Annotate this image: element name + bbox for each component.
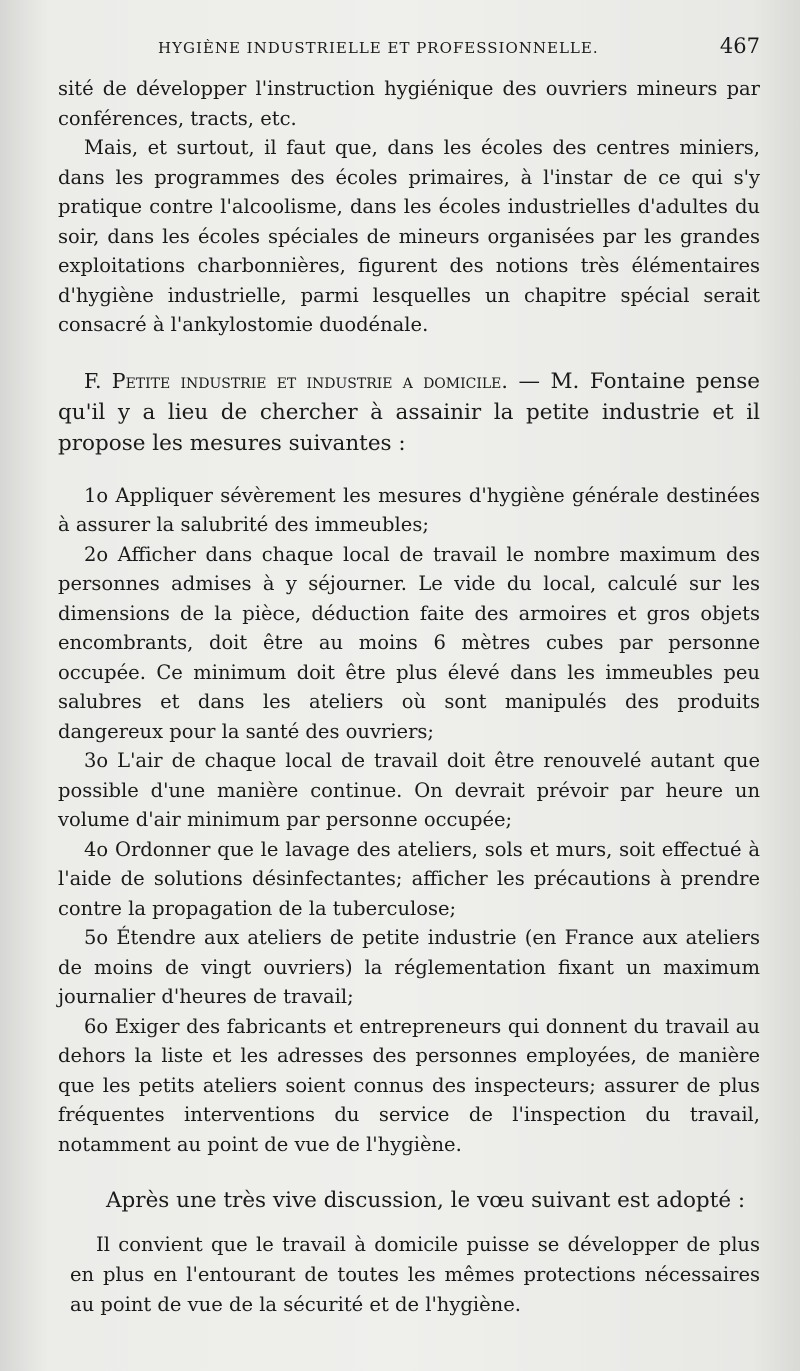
adoption-statement: Après une très vive discussion, le vœu suivant est adopté : (106, 1188, 746, 1213)
page-header (158, 34, 760, 74)
list-item: 1o Appliquer sévèrement les mesures d'hygiène générale destinées à assurer la salubrité des immeubles; (58, 483, 760, 536)
resolution-text: Il convient que le travail à domicile puisse se développer de plus en plus en l'entourant de toutes les mêmes protections nécessaires au point de vue de la sécurité et de l'hygiène. (70, 1233, 760, 1316)
list-item: 4o Ordonner que le lavage des ateliers, sols et murs, soit effectué à l'aide de solutions désinfectantes; afficher les précautions à prendre contre la propagation de la tuberculose; (58, 837, 760, 920)
list-item: 6o Exiger des fabricants et entrepreneurs qui donnent du travail au dehors la liste et les adresses des personnes employées, de manière que les petits ateliers soient connus des inspecteurs; assurer de plus fréquentes interventions du service de l'inspection du travail, notamment au point de vue de l'hygiène. (58, 1014, 760, 1156)
running-title: HYGIÈNE INDUSTRIELLE ET PROFESSIONNELLE. (158, 39, 599, 57)
paragraph-continuation: sité de développer l'instruction hygiénique des ouvriers mineurs par conférences, tracts, etc. (58, 77, 760, 130)
list-item: 3o L'air de chaque local de travail doit être renouvelé autant que possible d'une manière continue. On devrait prévoir par heure un volume d'air minimum par personne occupée; (58, 749, 760, 831)
page-content (58, 34, 760, 1320)
list-item: 2o Afficher dans chaque local de travail le nombre maximum des personnes admises à y séjourner. Le vide du local, calculé sur les dimensions de la pièce, déduction faite des armoires et gros objets encombrants, doit être au moins 6 mètres cubes par personne occupée. Ce minimum doit être plus élevé dans les immeubles peu salubres et dans les ateliers où sont manipulés des produits dangereux pour la santé des ouvriers; (58, 542, 760, 743)
page-number: 467 (719, 34, 760, 58)
list-item: 5o Étendre aux ateliers de petite industrie (en France aux ateliers de moins de vingt ouvriers) la réglementation fixant un maximum journalier d'heures de travail; (58, 926, 760, 1008)
paragraph-schools: Mais, et surtout, il faut que, dans les écoles des centres miniers, dans les programmes des écoles primaires, à l'instar de ce qui s'y pratique contre l'alcoolisme, dans les écoles industrielles d'adultes du soir, dans les écoles spéciales de mineurs organisées par les grandes exploitations charbonnières, figurent des notions très élémentaires d'hygiène industrielle, parmi lesquelles un chapitre spécial serait consacré à l'ankylostomie duodénale. (58, 136, 760, 336)
measures-list (58, 481, 760, 1160)
section-heading: F. Petite industrie et industrie a domicile. (84, 368, 508, 393)
section-f (58, 366, 760, 459)
section-intro: — M. Fontaine pense qu'il y a lieu de chercher à assainir la petite industrie et il propose les mesures suivantes : (58, 368, 760, 456)
